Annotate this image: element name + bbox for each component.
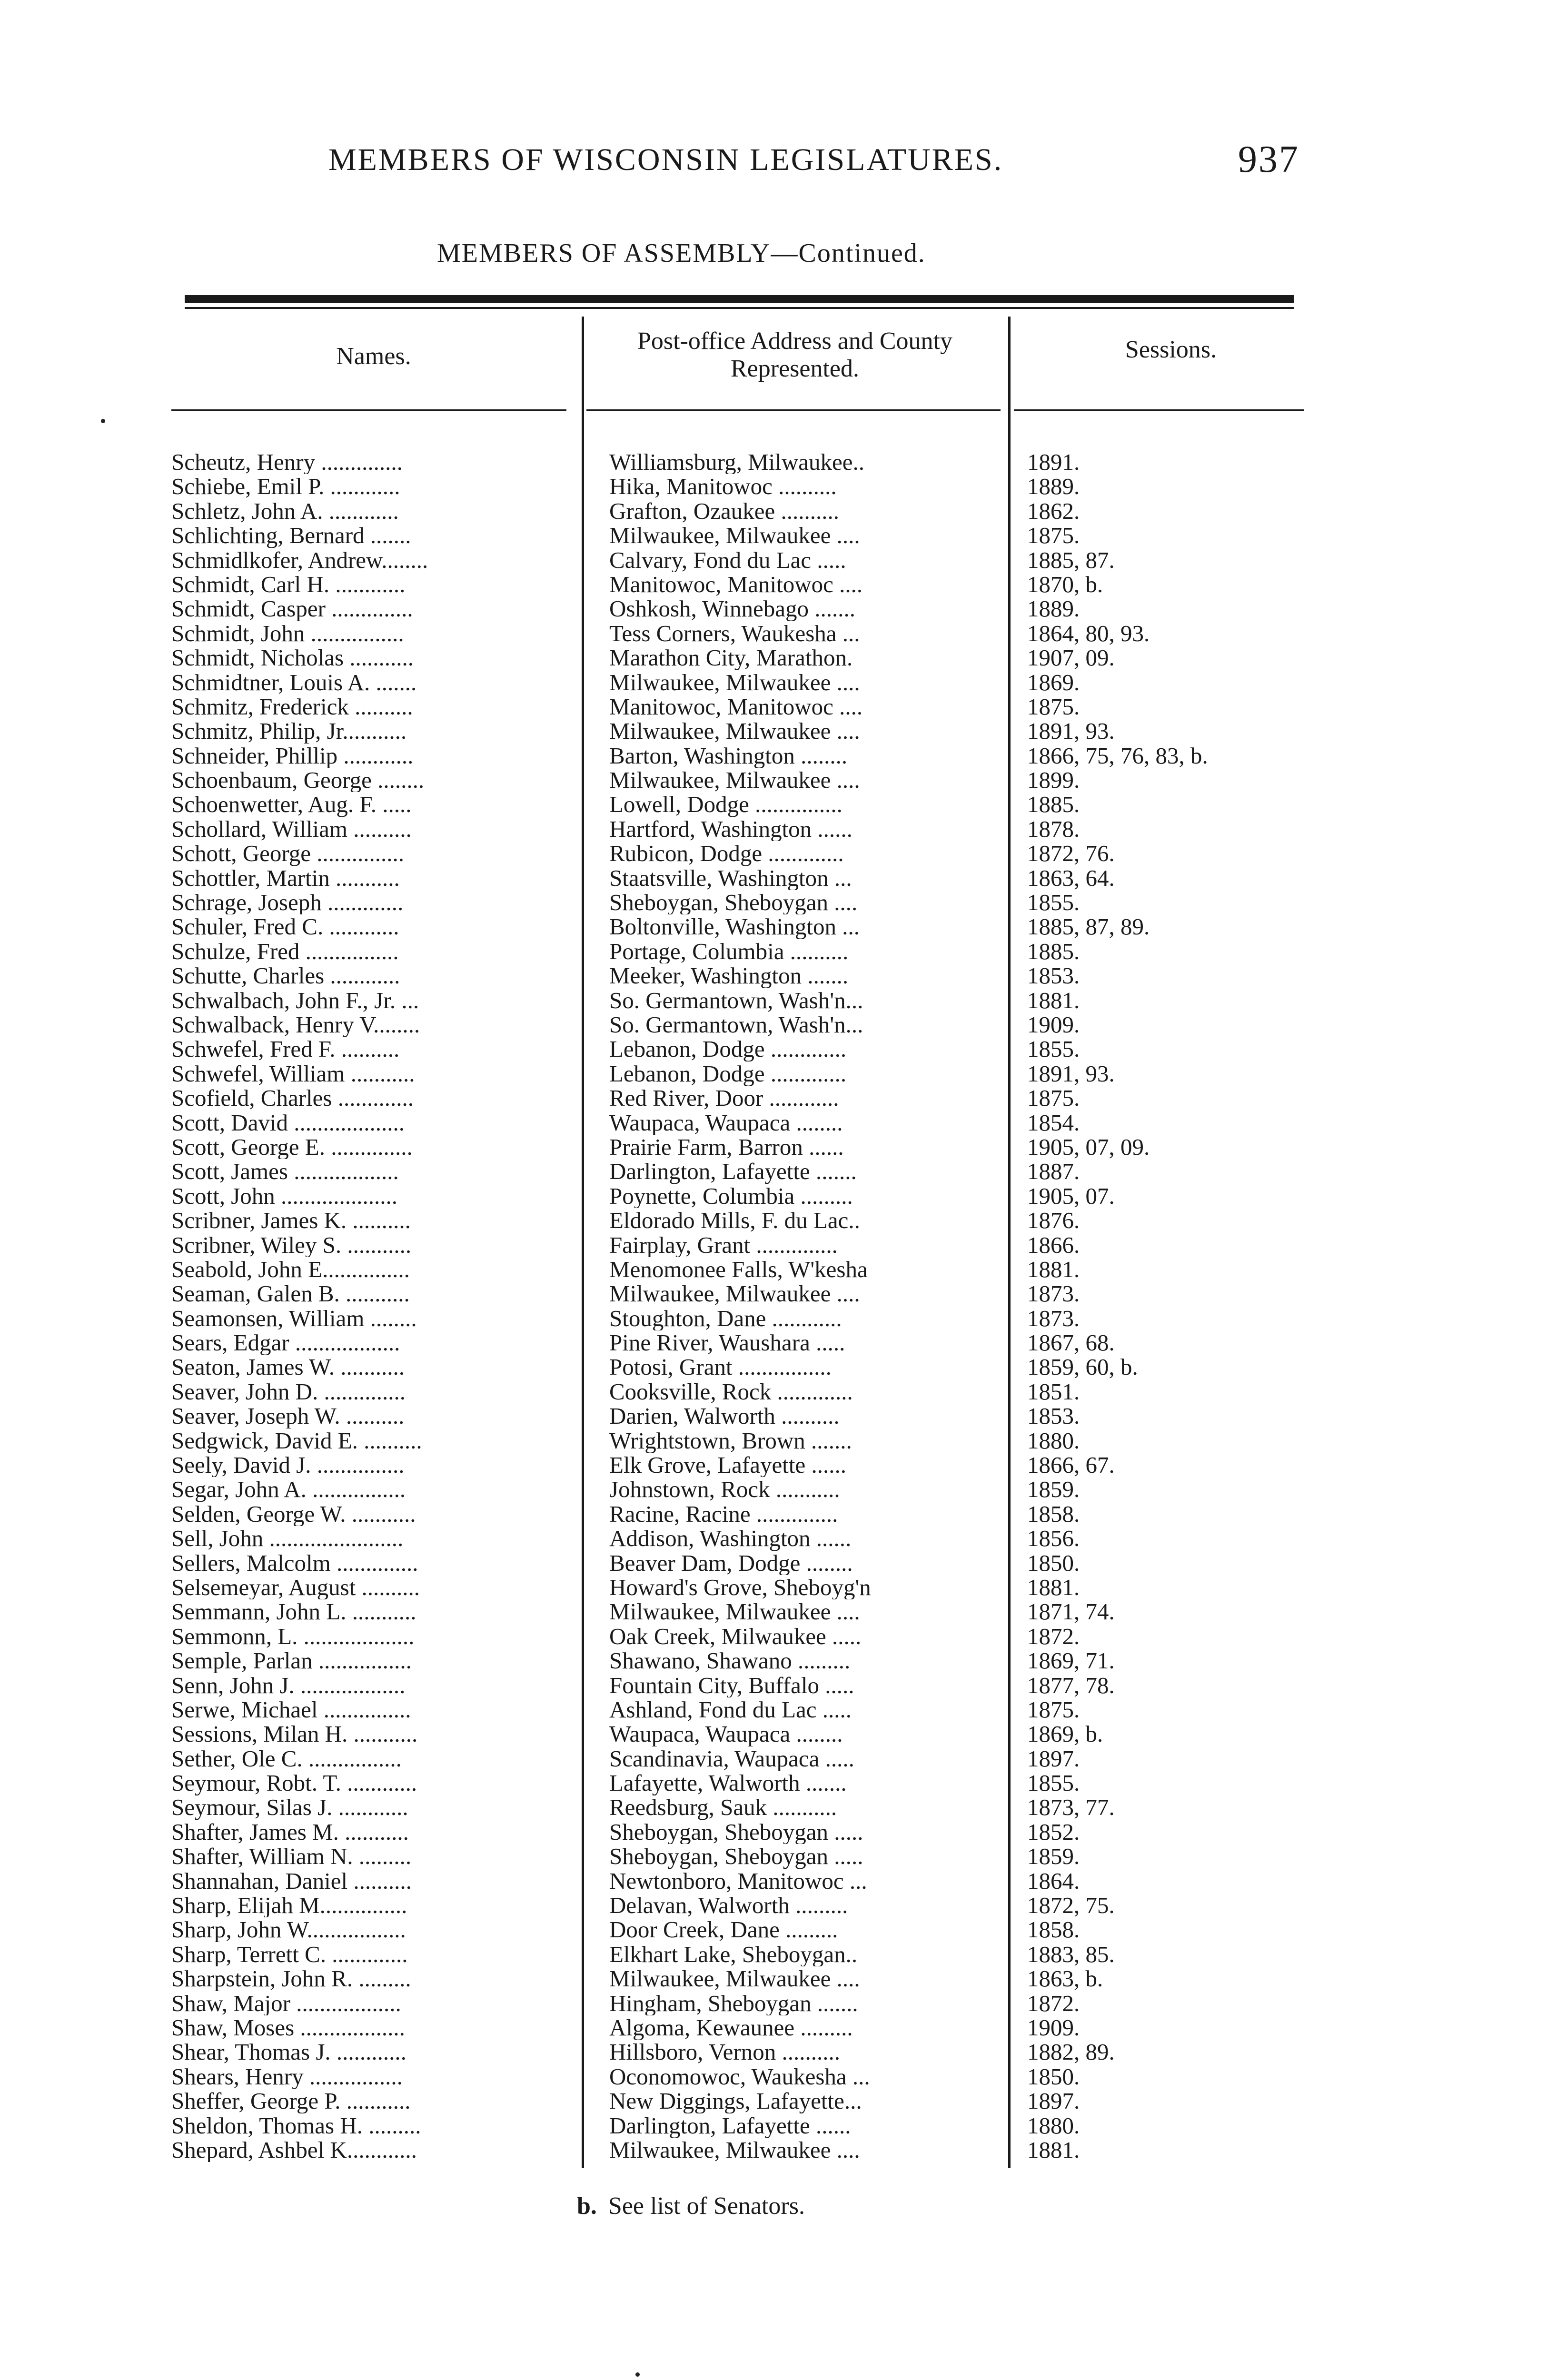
member-sessions: 1866. — [1027, 1232, 1080, 1257]
member-address: Stoughton, Dane ............ — [609, 1306, 842, 1331]
table-row — [171, 572, 1314, 596]
member-sessions: 1889. — [1027, 596, 1080, 621]
member-name: Shafter, James M. ........... — [171, 1819, 409, 1844]
member-name: Schlichting, Bernard ....... — [171, 523, 411, 548]
member-name: Shafter, William N. ......... — [171, 1844, 412, 1869]
member-address: Potosi, Grant ................ — [609, 1355, 832, 1379]
member-address: Shawano, Shawano ......... — [609, 1648, 851, 1673]
member-sessions: 1891, 93. — [1027, 1061, 1115, 1086]
running-title: MEMBERS OF WISCONSIN LEGISLATURES. — [328, 142, 1003, 177]
column-header-address: Post-office Address and County Represented. — [637, 327, 952, 382]
member-address: Pine River, Waushara ..... — [609, 1330, 845, 1355]
member-sessions: 1880. — [1027, 2113, 1080, 2138]
member-name: Shannahan, Daniel .......... — [171, 1868, 412, 1894]
table-row — [171, 1942, 1314, 1966]
member-sessions: 1905, 07, 09. — [1027, 1134, 1150, 1160]
member-sessions: 1867, 68. — [1027, 1330, 1115, 1355]
member-address: So. Germantown, Wash'n... — [609, 1012, 863, 1037]
member-name: Scribner, James K. .......... — [171, 1208, 411, 1233]
member-sessions: 1852. — [1027, 1819, 1080, 1844]
member-name: Shear, Thomas J. ............ — [171, 2040, 406, 2064]
table-row — [171, 1135, 1314, 1159]
member-address: Waupaca, Waupaca ........ — [609, 1110, 843, 1135]
member-address: Milwaukee, Milwaukee .... — [609, 1281, 860, 1306]
member-address: Cooksville, Rock ............. — [609, 1379, 853, 1404]
header-rule-thin — [185, 307, 1294, 309]
member-address: Williamsburg, Milwaukee.. — [609, 450, 865, 475]
member-sessions: 1866, 75, 76, 83, b. — [1027, 743, 1208, 768]
member-address: Ashland, Fond du Lac ..... — [609, 1697, 852, 1722]
table-row — [171, 1379, 1314, 1404]
member-address: Lowell, Dodge ............... — [609, 792, 842, 817]
member-name: Schneider, Phillip ............ — [171, 743, 414, 768]
member-address: Darien, Walworth .......... — [609, 1404, 840, 1428]
member-sessions: 1877, 78. — [1027, 1673, 1115, 1697]
member-sessions: 1907, 09. — [1027, 645, 1115, 670]
table-row — [171, 1208, 1314, 1232]
member-name: Sether, Ole C. ................ — [171, 1746, 402, 1771]
member-name: Schulze, Fred ................ — [171, 939, 399, 964]
table-row — [171, 2015, 1314, 2040]
member-address: Poynette, Columbia ......... — [609, 1183, 853, 1209]
member-address: Oshkosh, Winnebago ....... — [609, 596, 856, 621]
member-name: Scribner, Wiley S. ........... — [171, 1232, 412, 1257]
table-row — [171, 1599, 1314, 1624]
member-sessions: 1856. — [1027, 1526, 1080, 1551]
member-name: Semple, Parlan ................ — [171, 1648, 412, 1673]
table-row — [171, 1869, 1314, 1893]
member-address: Oconomowoc, Waukesha ... — [609, 2064, 870, 2089]
table-row — [171, 499, 1314, 523]
member-sessions: 1897. — [1027, 2089, 1080, 2113]
member-address: Reedsburg, Sauk ........... — [609, 1795, 837, 1820]
member-sessions: 1869, 71. — [1027, 1648, 1115, 1673]
member-sessions: 1887. — [1027, 1159, 1080, 1184]
member-name: Shaw, Major .................. — [171, 1991, 401, 2016]
member-address: Darlington, Lafayette ....... — [609, 1159, 857, 1184]
member-address: Elk Grove, Lafayette ...... — [609, 1453, 846, 1478]
table-row — [171, 523, 1314, 547]
member-address: Waupaca, Waupaca ........ — [609, 1722, 843, 1746]
member-address: Lebanon, Dodge ............. — [609, 1061, 847, 1086]
header-underline-address — [586, 409, 1001, 411]
member-name: Schmitz, Frederick .......... — [171, 694, 413, 719]
member-address: Calvary, Fond du Lac ..... — [609, 547, 846, 572]
member-name: Sellers, Malcolm .............. — [171, 1550, 418, 1575]
table-row — [171, 1233, 1314, 1257]
table-row — [171, 890, 1314, 914]
header-underline-sessions — [1014, 409, 1304, 411]
member-sessions: 1850. — [1027, 2064, 1080, 2089]
member-name: Schmidt, Carl H. ............ — [171, 572, 406, 597]
table-row — [171, 1648, 1314, 1673]
member-name: Senn, John J. .................. — [171, 1673, 406, 1697]
member-address: Barton, Washington ........ — [609, 743, 848, 768]
table-row — [171, 914, 1314, 939]
member-address: Lebanon, Dodge ............. — [609, 1037, 847, 1061]
member-address: Marathon City, Marathon. — [609, 645, 853, 670]
member-sessions: 1909. — [1027, 2015, 1080, 2040]
member-name: Scott, David ................... — [171, 1110, 405, 1135]
member-name: Serwe, Michael ............... — [171, 1697, 411, 1722]
member-name: Schrage, Joseph ............. — [171, 890, 404, 915]
table-row — [171, 1502, 1314, 1526]
footnote — [577, 2192, 805, 2220]
member-name: Semmann, John L. ........... — [171, 1599, 416, 1624]
table-row — [171, 2064, 1314, 2089]
member-name: Sharp, John W................. — [171, 1917, 406, 1942]
member-address: Scandinavia, Waupaca ..... — [609, 1746, 854, 1771]
member-name: Sharp, Elijah M............... — [171, 1893, 407, 1918]
member-name: Schottler, Martin ........... — [171, 865, 400, 891]
footnote-key: b. — [577, 2192, 597, 2220]
member-address: Prairie Farm, Barron ...... — [609, 1134, 844, 1160]
member-address: Manitowoc, Manitowoc .... — [609, 572, 863, 597]
member-sessions: 1873. — [1027, 1281, 1080, 1306]
member-name: Selsemeyar, August .......... — [171, 1575, 420, 1600]
member-sessions: 1859, 60, b. — [1027, 1355, 1138, 1379]
table-row — [171, 1257, 1314, 1281]
member-name: Shepard, Ashbel K............ — [171, 2137, 417, 2162]
member-name: Scott, James .................. — [171, 1159, 399, 1184]
member-address: Milwaukee, Milwaukee .... — [609, 1599, 860, 1624]
member-sessions: 1875. — [1027, 1697, 1080, 1722]
table-row — [171, 1159, 1314, 1183]
member-name: Schmidt, John ................ — [171, 621, 404, 646]
member-name: Sharpstein, John R. ......... — [171, 1966, 411, 1991]
member-address: Racine, Racine .............. — [609, 1501, 838, 1527]
member-address: Newtonboro, Manitowoc ... — [609, 1868, 867, 1894]
table-row — [171, 2089, 1314, 2113]
table-row — [171, 1991, 1314, 2015]
member-sessions: 1863, b. — [1027, 1966, 1103, 1991]
table-row — [171, 694, 1314, 719]
table-row — [171, 596, 1314, 621]
member-sessions: 1853. — [1027, 1404, 1080, 1428]
member-address: So. Germantown, Wash'n... — [609, 988, 863, 1012]
member-address: Rubicon, Dodge ............. — [609, 841, 844, 866]
column-header-sessions: Sessions. — [1125, 336, 1217, 363]
member-name: Sheffer, George P. ........... — [171, 2089, 411, 2113]
footnote-text: See list of Senators. — [608, 2192, 805, 2220]
member-name: Seaman, Galen B. ........... — [171, 1281, 410, 1306]
member-sessions: 1889. — [1027, 474, 1080, 499]
member-address: Hillsboro, Vernon .......... — [609, 2040, 840, 2064]
member-address: Milwaukee, Milwaukee .... — [609, 719, 860, 744]
member-address: Darlington, Lafayette ...... — [609, 2113, 851, 2138]
table-row — [171, 2138, 1314, 2162]
page-header — [328, 139, 1299, 185]
member-sessions: 1869, b. — [1027, 1722, 1103, 1746]
member-address: Portage, Columbia .......... — [609, 939, 849, 964]
member-name: Seaver, John D. .............. — [171, 1379, 406, 1404]
member-name: Schutte, Charles ............ — [171, 963, 400, 988]
member-address: Lafayette, Walworth ....... — [609, 1771, 847, 1795]
member-sessions: 1859. — [1027, 1477, 1080, 1502]
members-table — [171, 450, 1314, 2162]
table-row — [171, 1184, 1314, 1208]
member-name: Schoenbaum, George ........ — [171, 768, 425, 793]
member-address: Menomonee Falls, W'kesha — [609, 1257, 868, 1282]
member-name: Schwefel, Fred F. .......... — [171, 1037, 400, 1061]
member-sessions: 1885, 87. — [1027, 547, 1115, 572]
table-row — [171, 474, 1314, 498]
table-row — [171, 1795, 1314, 1819]
member-address: Milwaukee, Milwaukee .... — [609, 523, 860, 548]
member-sessions: 1881. — [1027, 1575, 1080, 1600]
member-address: Hingham, Sheboygan ....... — [609, 1991, 858, 2016]
member-sessions: 1855. — [1027, 1037, 1080, 1061]
member-sessions: 1853. — [1027, 963, 1080, 988]
table-row — [171, 1917, 1314, 1942]
member-sessions: 1863, 64. — [1027, 865, 1115, 891]
table-row — [171, 1551, 1314, 1575]
member-name: Sheldon, Thomas H. ......... — [171, 2113, 421, 2138]
member-sessions: 1871, 74. — [1027, 1599, 1115, 1624]
table-row — [171, 548, 1314, 572]
member-sessions: 1885, 87, 89. — [1027, 914, 1150, 939]
member-sessions: 1885. — [1027, 939, 1080, 964]
member-sessions: 1870, b. — [1027, 572, 1103, 597]
member-sessions: 1872, 75. — [1027, 1893, 1115, 1918]
member-address: Algoma, Kewaunee ......... — [609, 2015, 853, 2040]
table-row — [171, 621, 1314, 645]
table-row — [171, 1012, 1314, 1037]
table-row — [171, 1061, 1314, 1086]
member-sessions: 1873. — [1027, 1306, 1080, 1331]
table-row — [171, 939, 1314, 963]
print-speck — [101, 419, 105, 423]
table-row — [171, 988, 1314, 1012]
member-sessions: 1854. — [1027, 1110, 1080, 1135]
member-address: Delavan, Walworth ......... — [609, 1893, 848, 1918]
member-sessions: 1881. — [1027, 988, 1080, 1012]
member-sessions: 1855. — [1027, 890, 1080, 915]
table-row — [171, 1722, 1314, 1746]
table-row — [171, 1086, 1314, 1110]
print-speck — [635, 2372, 640, 2377]
member-name: Selden, George W. ........... — [171, 1501, 416, 1527]
member-sessions: 1858. — [1027, 1501, 1080, 1527]
member-name: Seamonsen, William ........ — [171, 1306, 417, 1331]
table-row — [171, 645, 1314, 670]
member-address: Hartford, Washington ...... — [609, 816, 852, 842]
table-row — [171, 792, 1314, 816]
member-address: Oak Creek, Milwaukee ..... — [609, 1624, 862, 1649]
table-row — [171, 1526, 1314, 1550]
section-subtitle: MEMBERS OF ASSEMBLY—Continued. — [437, 238, 926, 268]
member-sessions: 1864, 80, 93. — [1027, 621, 1150, 646]
table-row — [171, 1404, 1314, 1428]
table-row — [171, 1477, 1314, 1501]
member-name: Schwalback, Henry V........ — [171, 1012, 420, 1037]
member-address: Milwaukee, Milwaukee .... — [609, 2137, 860, 2162]
table-row — [171, 1697, 1314, 1722]
table-row — [171, 1746, 1314, 1771]
table-row — [171, 1037, 1314, 1061]
table-row — [171, 1624, 1314, 1648]
member-name: Scofield, Charles ............. — [171, 1086, 414, 1111]
table-row — [171, 1893, 1314, 1917]
member-name: Seaton, James W. ........... — [171, 1355, 405, 1379]
member-address: Tess Corners, Waukesha ... — [609, 621, 860, 646]
member-name: Schollard, William .......... — [171, 816, 412, 842]
member-name: Schuler, Fred C. ............ — [171, 914, 399, 939]
member-name: Sedgwick, David E. .......... — [171, 1428, 422, 1453]
member-address: Addison, Washington ...... — [609, 1526, 852, 1551]
table-row — [171, 841, 1314, 865]
column-header-names: Names. — [336, 343, 411, 370]
member-address: Door Creek, Dane ......... — [609, 1917, 838, 1942]
member-name: Schmitz, Philip, Jr........... — [171, 719, 407, 744]
table-row — [171, 450, 1314, 474]
member-name: Sell, John ....................... — [171, 1526, 404, 1551]
table-row — [171, 2040, 1314, 2064]
member-sessions: 1859. — [1027, 1844, 1080, 1869]
member-name: Seaver, Joseph W. .......... — [171, 1404, 405, 1428]
table-row — [171, 1428, 1314, 1453]
member-address: Meeker, Washington ....... — [609, 963, 849, 988]
member-address: Sheboygan, Sheboygan ..... — [609, 1819, 863, 1844]
member-name: Scott, John .................... — [171, 1183, 398, 1209]
member-address: Johnstown, Rock ........... — [609, 1477, 840, 1502]
member-sessions: 1876. — [1027, 1208, 1080, 1233]
member-name: Schoenwetter, Aug. F. ..... — [171, 792, 412, 817]
member-name: Sharp, Terrett C. ............. — [171, 1942, 408, 1967]
table-row — [171, 1306, 1314, 1330]
table-row — [171, 1673, 1314, 1697]
member-sessions: 1897. — [1027, 1746, 1080, 1771]
table-row — [171, 1771, 1314, 1795]
member-name: Segar, John A. ................ — [171, 1477, 406, 1502]
member-sessions: 1875. — [1027, 1086, 1080, 1111]
member-address: Boltonville, Washington ... — [609, 914, 860, 939]
member-name: Seymour, Robt. T. ............ — [171, 1771, 417, 1795]
member-sessions: 1869. — [1027, 670, 1080, 694]
table-row — [171, 866, 1314, 890]
member-sessions: 1909. — [1027, 1012, 1080, 1037]
header-underline-names — [171, 409, 566, 411]
member-address: Manitowoc, Manitowoc .... — [609, 694, 863, 719]
member-sessions: 1891, 93. — [1027, 719, 1115, 744]
table-row — [171, 1355, 1314, 1379]
member-name: Schletz, John A. ............ — [171, 498, 399, 524]
table-row — [171, 2113, 1314, 2138]
table-row — [171, 768, 1314, 792]
member-sessions: 1851. — [1027, 1379, 1080, 1404]
member-name: Seabold, John E............... — [171, 1257, 410, 1282]
member-sessions: 1875. — [1027, 694, 1080, 719]
member-sessions: 1864. — [1027, 1868, 1080, 1894]
member-sessions: 1885. — [1027, 792, 1080, 817]
member-address: Eldorado Mills, F. du Lac.. — [609, 1208, 860, 1233]
member-sessions: 1905, 07. — [1027, 1183, 1115, 1209]
member-sessions: 1881. — [1027, 1257, 1080, 1282]
member-name: Schmidt, Nicholas ........... — [171, 645, 414, 670]
table-row — [171, 1330, 1314, 1355]
member-name: Schott, George ............... — [171, 841, 405, 866]
table-row — [171, 670, 1314, 694]
member-sessions: 1873, 77. — [1027, 1795, 1115, 1820]
member-address: Wrightstown, Brown ....... — [609, 1428, 852, 1453]
table-row — [171, 719, 1314, 743]
member-name: Schwalbach, John F., Jr. ... — [171, 988, 419, 1012]
member-sessions: 1881. — [1027, 2137, 1080, 2162]
member-sessions: 1883, 85. — [1027, 1942, 1115, 1967]
member-address: Fountain City, Buffalo ..... — [609, 1673, 854, 1697]
member-address: Elkhart Lake, Sheboygan.. — [609, 1942, 858, 1967]
member-name: Seymour, Silas J. ............ — [171, 1795, 408, 1820]
table-row — [171, 1966, 1314, 1991]
table-row — [171, 1111, 1314, 1135]
table-row — [171, 963, 1314, 988]
table-row — [171, 1453, 1314, 1477]
member-name: Schiebe, Emil P. ............ — [171, 474, 400, 499]
table-row — [171, 817, 1314, 841]
member-sessions: 1880. — [1027, 1428, 1080, 1453]
page-number: 937 — [1238, 139, 1299, 180]
table-row — [171, 1844, 1314, 1868]
member-address: Beaver Dam, Dodge ........ — [609, 1550, 853, 1575]
table-row — [171, 1575, 1314, 1599]
member-sessions: 1850. — [1027, 1550, 1080, 1575]
member-sessions: 1872, 76. — [1027, 841, 1115, 866]
member-address: Milwaukee, Milwaukee .... — [609, 670, 860, 694]
member-address: Staatsville, Washington ... — [609, 865, 852, 891]
member-sessions: 1872. — [1027, 1624, 1080, 1649]
member-sessions: 1878. — [1027, 816, 1080, 842]
member-address: Grafton, Ozaukee .......... — [609, 498, 840, 524]
member-sessions: 1875. — [1027, 523, 1080, 548]
table-row — [171, 1281, 1314, 1306]
table-row — [171, 1820, 1314, 1844]
member-sessions: 1866, 67. — [1027, 1453, 1115, 1478]
member-name: Scheutz, Henry .............. — [171, 450, 403, 475]
member-name: Schwefel, William ........... — [171, 1061, 415, 1086]
member-address: Milwaukee, Milwaukee .... — [609, 768, 860, 793]
table-row — [171, 744, 1314, 768]
member-address: Howard's Grove, Sheboyg'n — [609, 1575, 871, 1600]
member-address: Sheboygan, Sheboygan .... — [609, 890, 858, 915]
member-name: Shaw, Moses .................. — [171, 2015, 405, 2040]
member-address: Red River, Door ............ — [609, 1086, 839, 1111]
header-rule-thick — [185, 295, 1294, 303]
member-address: Milwaukee, Milwaukee .... — [609, 1966, 860, 1991]
member-name: Sessions, Milan H. ........... — [171, 1722, 418, 1746]
member-sessions: 1855. — [1027, 1771, 1080, 1795]
member-address: Hika, Manitowoc .......... — [609, 474, 837, 499]
member-sessions: 1891. — [1027, 450, 1080, 475]
member-sessions: 1872. — [1027, 1991, 1080, 2016]
member-sessions: 1862. — [1027, 498, 1080, 524]
member-sessions: 1882, 89. — [1027, 2040, 1115, 2064]
member-address: New Diggings, Lafayette... — [609, 2089, 862, 2113]
member-sessions: 1858. — [1027, 1917, 1080, 1942]
member-name: Shears, Henry ................ — [171, 2064, 403, 2089]
member-name: Schmidt, Casper .............. — [171, 596, 413, 621]
member-name: Schmidtner, Louis A. ....... — [171, 670, 417, 694]
member-name: Seely, David J. ............... — [171, 1453, 405, 1478]
member-name: Semmonn, L. ................... — [171, 1624, 415, 1649]
member-name: Schmidlkofer, Andrew........ — [171, 547, 428, 572]
member-sessions: 1899. — [1027, 768, 1080, 793]
member-address: Fairplay, Grant .............. — [609, 1232, 838, 1257]
member-name: Scott, George E. .............. — [171, 1134, 413, 1160]
member-name: Sears, Edgar .................. — [171, 1330, 400, 1355]
member-address: Sheboygan, Sheboygan ..... — [609, 1844, 863, 1869]
